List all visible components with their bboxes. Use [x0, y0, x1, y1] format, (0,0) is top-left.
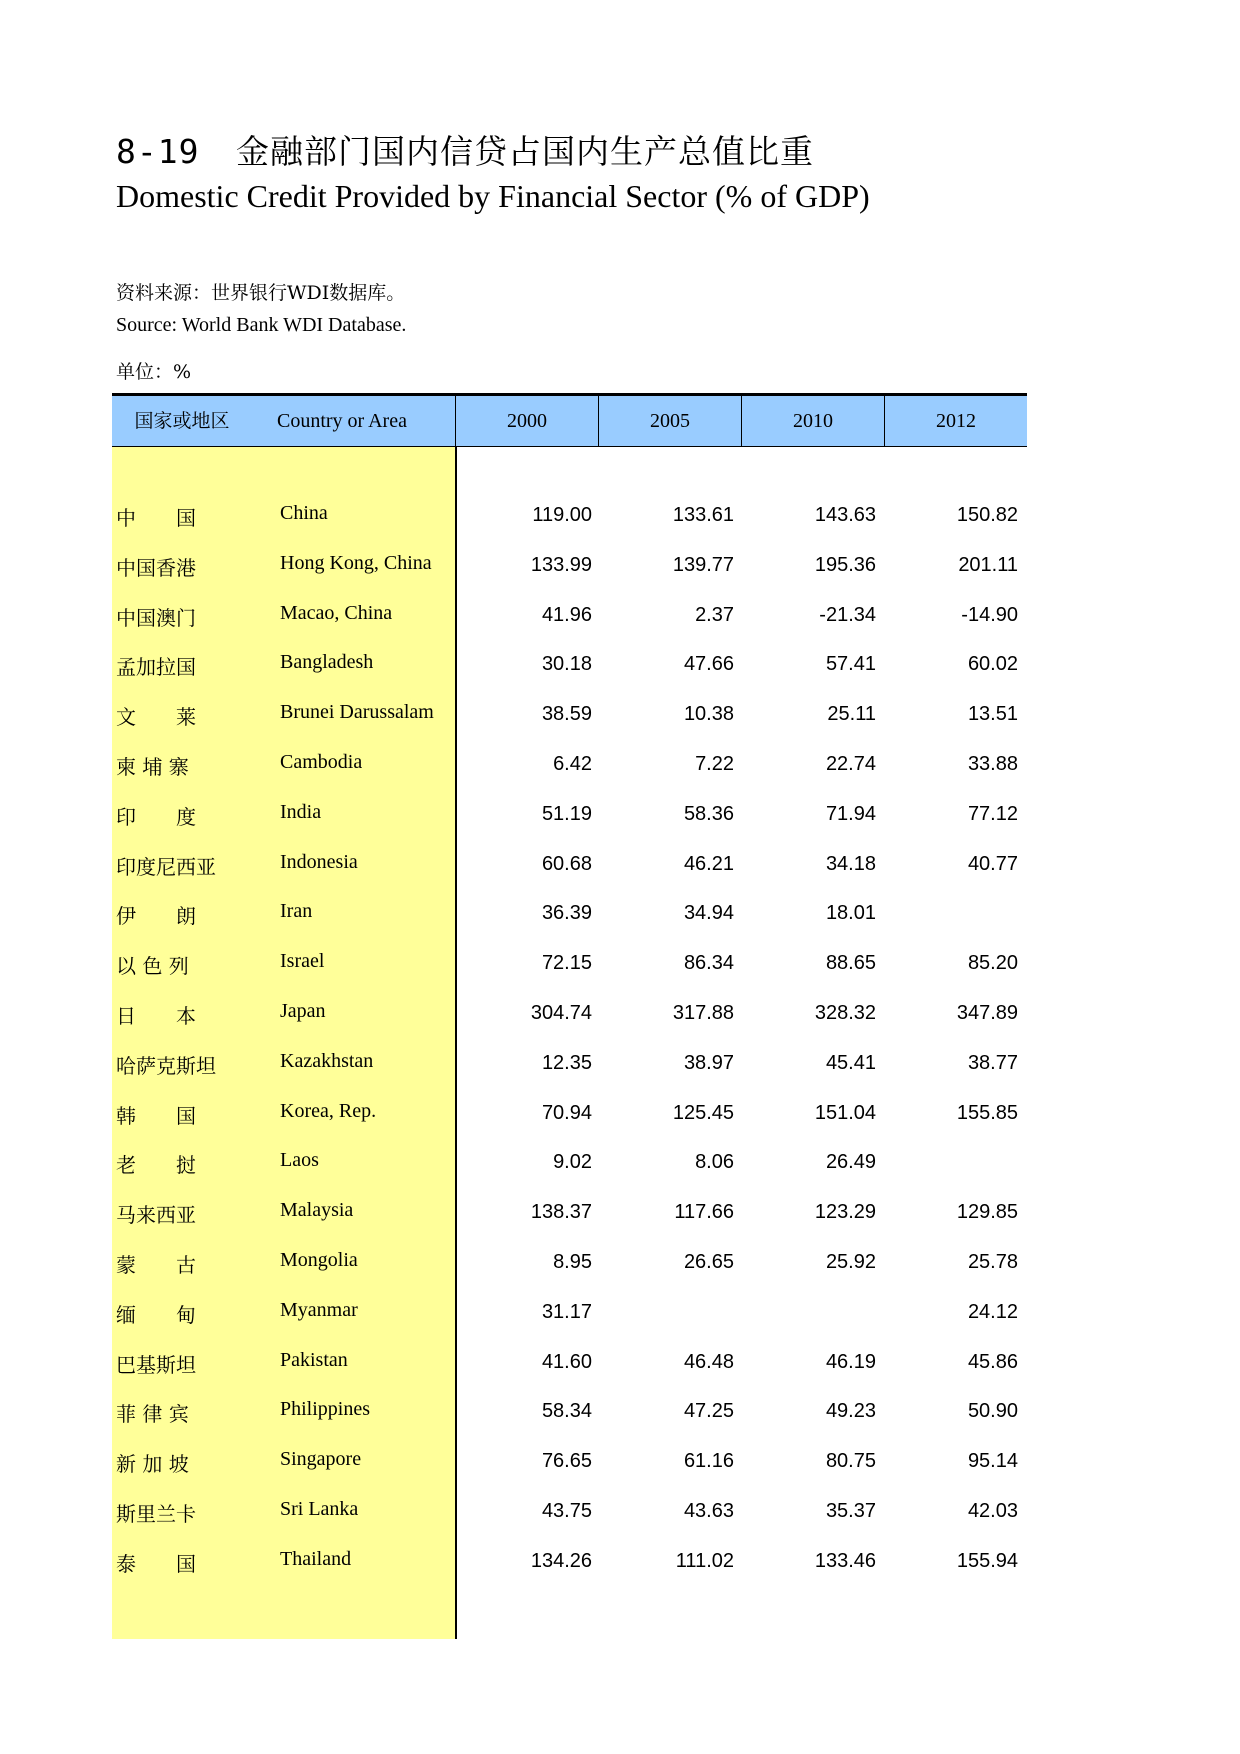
- country-name-cn: 缅 甸: [116, 1302, 196, 1327]
- value-cell-2005: 2.37: [695, 603, 734, 626]
- table-row: [112, 1488, 1027, 1538]
- country-name-cn: 以 色 列: [116, 954, 189, 979]
- country-name-en: Myanmar: [280, 1298, 358, 1321]
- table-row: [112, 1538, 1027, 1588]
- value-cell-2000: 60.68: [541, 852, 592, 875]
- table-row: [112, 492, 1027, 542]
- value-cell-2005: 38.97: [683, 1051, 734, 1074]
- value-cell-2012: 42.03: [967, 1499, 1018, 1522]
- table-row: [112, 641, 1027, 691]
- table-row: [112, 592, 1027, 642]
- value-cell-2005: 111.02: [675, 1549, 734, 1572]
- value-cell-2005: 10.38: [683, 703, 734, 726]
- country-name-en: Kazakhstan: [280, 1049, 374, 1072]
- table-row: [112, 791, 1027, 841]
- value-cell-2000: 36.39: [541, 902, 592, 925]
- value-cell-2005: 86.34: [683, 952, 734, 975]
- country-name-cn: 泰 国: [116, 1551, 196, 1576]
- value-cell-2012: 77.12: [967, 802, 1018, 825]
- table-row: [112, 1040, 1027, 1090]
- value-cell-2012: 60.02: [967, 653, 1018, 676]
- country-name-cn: 韩 国: [116, 1103, 196, 1128]
- value-cell-2010: 25.92: [825, 1250, 876, 1273]
- value-cell-2012: 45.86: [967, 1350, 1018, 1373]
- value-cell-2000: 138.37: [530, 1201, 592, 1224]
- value-cell-2012: 25.78: [967, 1250, 1018, 1273]
- header-year: 2000: [507, 410, 547, 432]
- table-row: [112, 940, 1027, 990]
- value-cell-2000: 76.65: [541, 1450, 592, 1473]
- table-row: [112, 1189, 1027, 1239]
- table-row: [112, 890, 1027, 940]
- country-name-en: Hong Kong, China: [280, 551, 432, 574]
- country-name-en: Korea, Rep.: [280, 1099, 377, 1122]
- value-cell-2000: 8.95: [553, 1250, 592, 1273]
- value-cell-2010: 46.19: [825, 1350, 876, 1373]
- value-cell-2005: 139.77: [672, 553, 734, 576]
- source-note-cn: 资料来源：世界银行WDI数据库。: [116, 282, 406, 304]
- country-name-cn: 巴基斯坦: [116, 1352, 196, 1377]
- country-name-en: Thailand: [280, 1547, 352, 1570]
- table-header: [112, 393, 1027, 447]
- country-name-cn: 中国澳门: [116, 605, 196, 630]
- country-name-en: Brunei Darussalam: [280, 701, 434, 724]
- value-cell-2012: 150.82: [956, 504, 1018, 526]
- country-name-en: Indonesia: [280, 850, 358, 873]
- value-cell-2005: 8.06: [695, 1151, 734, 1174]
- value-cell-2010: 151.04: [814, 1101, 876, 1124]
- value-cell-2010: 123.29: [814, 1201, 876, 1224]
- country-name-cn: 中国香港: [116, 555, 196, 580]
- country-name-en: Pakistan: [280, 1348, 348, 1371]
- value-cell-2005: 47.25: [683, 1400, 734, 1423]
- value-cell-2010: 143.63: [814, 504, 876, 526]
- table-row: [112, 542, 1027, 592]
- value-cell-2010: 18.01: [825, 902, 876, 925]
- value-cell-2005: 58.36: [683, 802, 734, 825]
- table-title-en: Domestic Credit Provided by Financial Sector (% of GDP): [116, 178, 870, 214]
- table-row: [112, 1139, 1027, 1189]
- value-cell-2012: 155.94: [956, 1549, 1018, 1572]
- country-name-en: India: [280, 800, 322, 823]
- value-cell-2000: 30.18: [541, 653, 592, 676]
- table-title-cn-text: 金融部门国内信贷占国内生产总值比重: [236, 132, 814, 171]
- value-cell-2000: 72.15: [541, 952, 592, 975]
- country-name-en: Laos: [280, 1149, 319, 1172]
- table-number: 8-19: [116, 132, 200, 171]
- country-name-en: Mongolia: [280, 1248, 358, 1271]
- country-name-en: Cambodia: [280, 750, 363, 773]
- value-cell-2000: 119.00: [532, 504, 592, 526]
- value-cell-2012: 24.12: [967, 1300, 1018, 1323]
- value-cell-2005: 61.16: [683, 1450, 734, 1473]
- value-cell-2012: 201.11: [958, 553, 1018, 576]
- table-row: [112, 1388, 1027, 1438]
- header-country-cn: 国家或地区: [134, 410, 230, 432]
- value-cell-2010: 25.11: [827, 703, 876, 726]
- value-cell-2010: 57.41: [825, 653, 876, 676]
- value-cell-2010: 26.49: [825, 1151, 876, 1174]
- country-name-cn: 印度尼西亚: [116, 854, 216, 879]
- value-cell-2010: 80.75: [825, 1450, 876, 1473]
- country-name-en: Malaysia: [280, 1199, 354, 1222]
- country-name-cn: 斯里兰卡: [116, 1501, 196, 1526]
- table-row: [112, 1339, 1027, 1389]
- table-body: [112, 447, 1027, 1639]
- country-name-cn: 孟加拉国: [116, 655, 196, 680]
- value-cell-2005: 133.61: [672, 504, 734, 526]
- country-name-en: Israel: [280, 950, 325, 973]
- value-cell-2010: 88.65: [825, 952, 876, 975]
- value-cell-2005: 117.66: [674, 1201, 734, 1224]
- value-cell-2005: 46.21: [683, 852, 734, 875]
- value-cell-2000: 43.75: [541, 1499, 592, 1522]
- table-row: [112, 841, 1027, 891]
- country-name-cn: 印 度: [116, 804, 196, 829]
- value-cell-2005: 46.48: [683, 1350, 734, 1373]
- value-cell-2005: 26.65: [683, 1250, 734, 1273]
- table-title-cn: [116, 126, 814, 173]
- country-name-cn: 日 本: [116, 1003, 196, 1028]
- country-name-en: Sri Lanka: [280, 1497, 359, 1520]
- value-cell-2000: 51.19: [541, 802, 592, 825]
- value-cell-2012: 13.51: [967, 703, 1018, 726]
- value-cell-2000: 38.59: [541, 703, 592, 726]
- source-note-en: Source: World Bank WDI Database.: [116, 314, 407, 336]
- unit-note: 单位：%: [116, 361, 192, 383]
- table-row: [112, 1090, 1027, 1140]
- country-name-cn: 老 挝: [116, 1153, 196, 1178]
- value-cell-2012: 50.90: [967, 1400, 1018, 1423]
- value-cell-2012: 38.77: [967, 1051, 1018, 1074]
- value-cell-2005: 43.63: [683, 1499, 734, 1522]
- value-cell-2000: 70.94: [541, 1101, 592, 1124]
- country-name-cn: 文 莱: [116, 705, 196, 730]
- value-cell-2005: 7.22: [695, 752, 734, 775]
- value-cell-2000: 58.34: [541, 1400, 592, 1423]
- value-cell-2000: 133.99: [530, 553, 592, 576]
- value-cell-2000: 134.26: [530, 1549, 592, 1572]
- table-row: [112, 1289, 1027, 1339]
- value-cell-2000: 41.60: [541, 1350, 592, 1373]
- value-cell-2005: 47.66: [683, 653, 734, 676]
- country-name-cn: 哈萨克斯坦: [116, 1053, 216, 1078]
- value-cell-2000: 41.96: [541, 603, 592, 626]
- value-cell-2010: 45.41: [825, 1051, 876, 1074]
- country-name-cn: 马来西亚: [116, 1203, 196, 1228]
- table-row: [112, 741, 1027, 791]
- data-table: [112, 393, 1027, 1639]
- table-row: [112, 990, 1027, 1040]
- country-name-en: Bangladesh: [280, 651, 374, 674]
- value-cell-2010: 71.94: [825, 802, 876, 825]
- value-cell-2012: 129.85: [956, 1201, 1018, 1224]
- value-cell-2012: 33.88: [967, 752, 1018, 775]
- value-cell-2010: -21.34: [819, 603, 876, 626]
- value-cell-2000: 304.74: [530, 1001, 592, 1024]
- table-row: [112, 1438, 1027, 1488]
- country-name-en: Iran: [280, 900, 313, 923]
- value-cell-2005: 125.45: [672, 1101, 734, 1124]
- value-cell-2000: 31.17: [541, 1300, 592, 1323]
- value-cell-2010: 34.18: [825, 852, 876, 875]
- header-country-en: Country or Area: [277, 410, 407, 432]
- value-cell-2012: 95.14: [967, 1450, 1018, 1473]
- value-cell-2005: 34.94: [683, 902, 734, 925]
- value-cell-2010: 195.36: [814, 553, 876, 576]
- value-cell-2010: 22.74: [825, 752, 876, 775]
- value-cell-2010: 133.46: [814, 1549, 876, 1572]
- country-name-en: Philippines: [280, 1398, 371, 1421]
- value-cell-2010: 49.23: [825, 1400, 876, 1423]
- country-name-en: Macao, China: [280, 601, 393, 624]
- country-name-en: China: [280, 502, 328, 524]
- table-rows: [112, 492, 1027, 1588]
- value-cell-2012: 85.20: [967, 952, 1018, 975]
- country-name-en: Singapore: [280, 1448, 362, 1471]
- value-cell-2000: 12.35: [541, 1051, 592, 1074]
- value-cell-2012: 40.77: [967, 852, 1018, 875]
- value-cell-2000: 9.02: [553, 1151, 592, 1174]
- table-row: [112, 1239, 1027, 1289]
- country-name-cn: 蒙 古: [116, 1252, 196, 1277]
- country-name-cn: 菲 律 宾: [116, 1402, 189, 1427]
- header-year: 2010: [793, 410, 833, 432]
- country-name-en: Japan: [280, 999, 326, 1022]
- header-year: 2012: [936, 410, 976, 432]
- country-name-cn: 伊 朗: [116, 904, 196, 929]
- header-year: 2005: [650, 410, 690, 432]
- country-name-cn: 新 加 坡: [116, 1452, 189, 1477]
- country-name-cn: 中 国: [116, 506, 196, 530]
- table-row: [112, 691, 1027, 741]
- value-cell-2012: 155.85: [956, 1101, 1018, 1124]
- value-cell-2005: 317.88: [672, 1001, 734, 1024]
- value-cell-2010: 328.32: [814, 1001, 876, 1024]
- value-cell-2000: 6.42: [553, 752, 592, 775]
- value-cell-2012: -14.90: [961, 603, 1018, 626]
- value-cell-2010: 35.37: [825, 1499, 876, 1522]
- value-cell-2012: 347.89: [956, 1001, 1018, 1024]
- country-name-cn: 柬 埔 寨: [116, 754, 189, 779]
